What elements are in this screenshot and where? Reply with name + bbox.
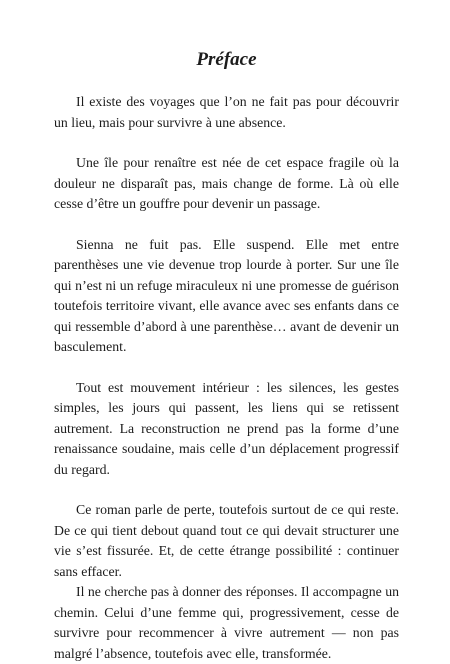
paragraph-6: Il ne cherche pas à donner des réponses. Il accompagne un chemin. Celui d’une femme qui, progressivement, cesse de survivre pour recommencer à vivre autrement — non pas malgré l’absence, toutefois avec elle, transformée. — [54, 584, 399, 661]
paragraph-3: Sienna ne fuit pas. Elle suspend. Elle met entre parenthèses une vie devenue trop lourde à porter. Sur une île qui n’est ni un refuge miraculeux ni une promesse de guérison toutefois territoire vivant, elle avance avec ses enfants dans ce qui ressemble d’abord à une parenthèse… avant de devenir un basculement. — [54, 236, 399, 354]
page-title: Préface — [196, 49, 257, 70]
paragraph-5: Ce roman parle de perte, toutefois surtout de ce qui reste. De ce qui tient debout quand tout ce qui devait structurer une vie s’est fissurée. Et, de cette étrange possibilité : continuer sans effacer. — [54, 502, 399, 579]
paragraph-4: Tout est mouvement intérieur : les silences, les gestes simples, les jours qui passent, les liens qui se retissent autrement. La reconstruction ne prend pas la forme d’une renaissance soudaine, mais celle d’un déplacement progressif du regard. — [54, 379, 399, 477]
paragraph-2: Une île pour renaître est née de cet espace fragile où la douleur ne disparaît pas, mais change de forme. Là où elle cesse d’être un gouffre pour devenir un passage. — [54, 155, 399, 211]
preface-body — [54, 92, 399, 664]
paragraph-1: Il existe des voyages que l’on ne fait pas pour découvrir un lieu, mais pour survivre à une absence. — [54, 94, 399, 130]
